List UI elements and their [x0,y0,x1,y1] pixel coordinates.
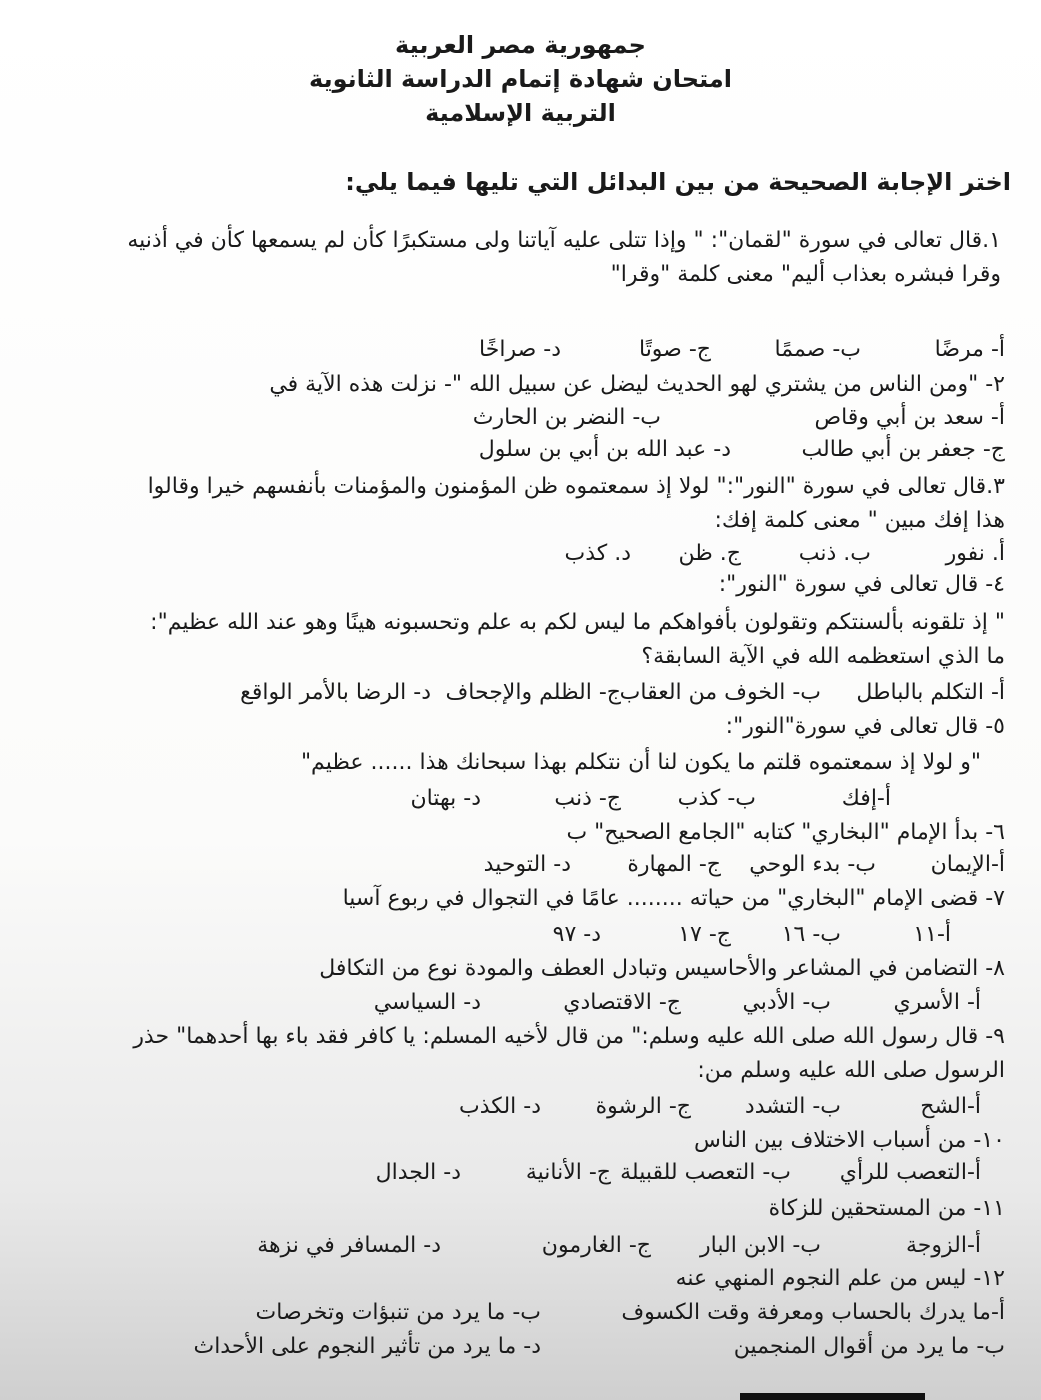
q1-text-line1: ١.قال تعالى في سورة "لقمان": " وإذا تتلى عليه آياتنا ولى مستكبرًا كأن لم يسمعها كأن في أذنيه [127,228,1001,253]
q6-option-a: أ-الإيمان [930,852,1005,877]
q4-option-c: ج- الظلم والإجحاف [445,680,621,705]
q7-option-c: ج- ١٧ [678,922,731,947]
q7-option-b: ب- ١٦ [781,922,841,947]
q9-text-line1: ٩- قال رسول الله صلى الله عليه وسلم:" من قال لأخيه المسلم: يا كافر فقد باء بها أحدهما" حذر [133,1024,1005,1049]
q12-option-c: ب- ما يرد من أقوال المنجمين [733,1334,1005,1359]
q2-option-a: أ- سعد بن أبي وقاص [814,405,1005,430]
q8-text: ٨- التضامن في المشاعر والأحاسيس وتبادل العطف والمودة نوع من التكافل [319,956,1005,981]
q1-option-a: أ- مرضًا [934,337,1005,362]
q3-option-a: أ. نفور [945,541,1005,566]
q12-text: ١٢- ليس من علم النجوم المنهي عنه [675,1266,1005,1291]
q5-text-line2: "و لولا إذ سمعتموه قلتم ما يكون لنا أن نتكلم بهذا سبحانك هذا ...... عظيم" [300,750,981,775]
q12-option-b: ب- ما يرد من تنبؤات وتخرصات [255,1300,541,1325]
q5-option-b: ب- كذب [677,786,756,811]
exam-header [0,28,1041,130]
q3-option-c: ج. ظن [678,541,741,566]
q2-option-b: ب- النضر بن الحارث [472,405,661,430]
q7-option-a: أ-١١ [913,922,951,947]
q1-option-c: ج- صوتًا [638,337,711,362]
q10-option-a: أ-التعصب للرأي [839,1160,981,1185]
q4-text-line1: ٤- قال تعالى في سورة "النور": [718,572,1005,597]
instruction: اختر الإجابة الصحيحة من بين البدائل التي تليها فيما يلي: [345,168,1011,196]
q9-option-b: ب- التشدد [744,1094,841,1119]
q4-option-d: د- الرضا بالأمر الواقع [240,680,431,705]
q5-option-c: ج- ذنب [554,786,621,811]
q12-option-a: أ-ما يدرك بالحساب ومعرفة وقت الكسوف [621,1300,1005,1325]
header-exam-title: امتحان شهادة إتمام الدراسة الثانوية [309,65,732,93]
q11-option-b: ب- الابن البار [700,1233,821,1258]
q3-option-d: د. كذب [564,541,631,566]
q10-option-b: ب- التعصب للقبيلة [620,1160,791,1185]
q4-option-a: أ- التكلم بالباطل [856,680,1005,705]
q1-text-line2: وقرا فبشره بعذاب أليم" معنى كلمة "وقرا" [610,262,1001,287]
q10-option-d: د- الجدال [375,1160,461,1185]
q10-text: ١٠- من أسباب الاختلاف بين الناس [693,1128,1005,1153]
q5-option-d: د- بهتان [410,786,481,811]
q12-option-d: د- ما يرد من تأثير النجوم على الأحداث [193,1334,541,1359]
q5-text-line1: ٥- قال تعالى في سورة"النور": [725,714,1005,739]
q6-option-b: ب- بدء الوحي [749,852,876,877]
q11-text: ١١- من المستحقين للزكاة [768,1196,1005,1221]
q11-option-c: ج- الغارمون [541,1233,651,1258]
q9-option-c: ج- الرشوة [595,1094,691,1119]
q4-text-line3: ما الذي استعظمه الله في الآية السابقة؟ [641,644,1005,669]
q8-option-d: د- السياسي [373,990,481,1015]
q8-option-a: أ- الأسري [893,990,981,1015]
q8-option-c: ج- الاقتصادي [563,990,681,1015]
header-subject: التربية الإسلامية [425,99,616,127]
q3-text-line1: ٣.قال تعالى في سورة "النور":" لولا إذ سمعتموه ظن المؤمنون والمؤمنات بأنفسهم خيرا وقالوا [147,474,1005,499]
q2-option-c: ج- جعفر بن أبي طالب [801,437,1005,462]
q5-option-a: أ-إفك [841,786,891,811]
header-country: جمهورية مصر العربية [395,31,646,59]
q3-option-b: ب. ذنب [798,541,871,566]
q9-option-d: د- الكذب [459,1094,541,1119]
q7-text: ٧- قضى الإمام "البخاري" من حياته ........ عامًا في التجوال في ربوع آسيا [342,886,1005,911]
q7-option-d: د- ٩٧ [552,922,601,947]
q1-option-d: د- صراخًا [479,337,561,362]
q11-option-a: أ-الزوجة [905,1233,981,1258]
q4-option-b: ب- الخوف من العقاب [619,680,821,705]
q8-option-b: ب- الأدبي [742,990,831,1015]
q10-option-c: ج- الأنانية [525,1160,611,1185]
q11-option-d: د- المسافر في نزهة [257,1233,441,1258]
q9-text-line2: الرسول صلى الله عليه وسلم من: [697,1058,1005,1083]
q9-option-a: أ-الشح [920,1094,981,1119]
q6-text: ٦- بدأ الإمام "البخاري" كتابه "الجامع الصحيح" ب [566,820,1005,845]
q1-option-b: ب- صممًا [774,337,861,362]
q2-option-d: د- عبد الله بن أبي بن سلول [478,437,731,462]
q4-text-line2: " إذ تلقونه بألسنتكم وتقولون بأفواهكم ما ليس لكم به علم وتحسبونه هينًا وهو عند الله عظيم": [150,610,1005,635]
q2-text: ٢- "ومن الناس من يشتري لهو الحديث ليضل عن سبيل الله "- نزلت هذه الآية في [269,372,1005,397]
q6-option-c: ج- المهارة [627,852,721,877]
q6-option-d: د- التوحيد [483,852,571,877]
q3-text-line2: هذا إفك مبين " معنى كلمة إفك: [714,508,1005,533]
bottom-bar [740,1393,925,1400]
